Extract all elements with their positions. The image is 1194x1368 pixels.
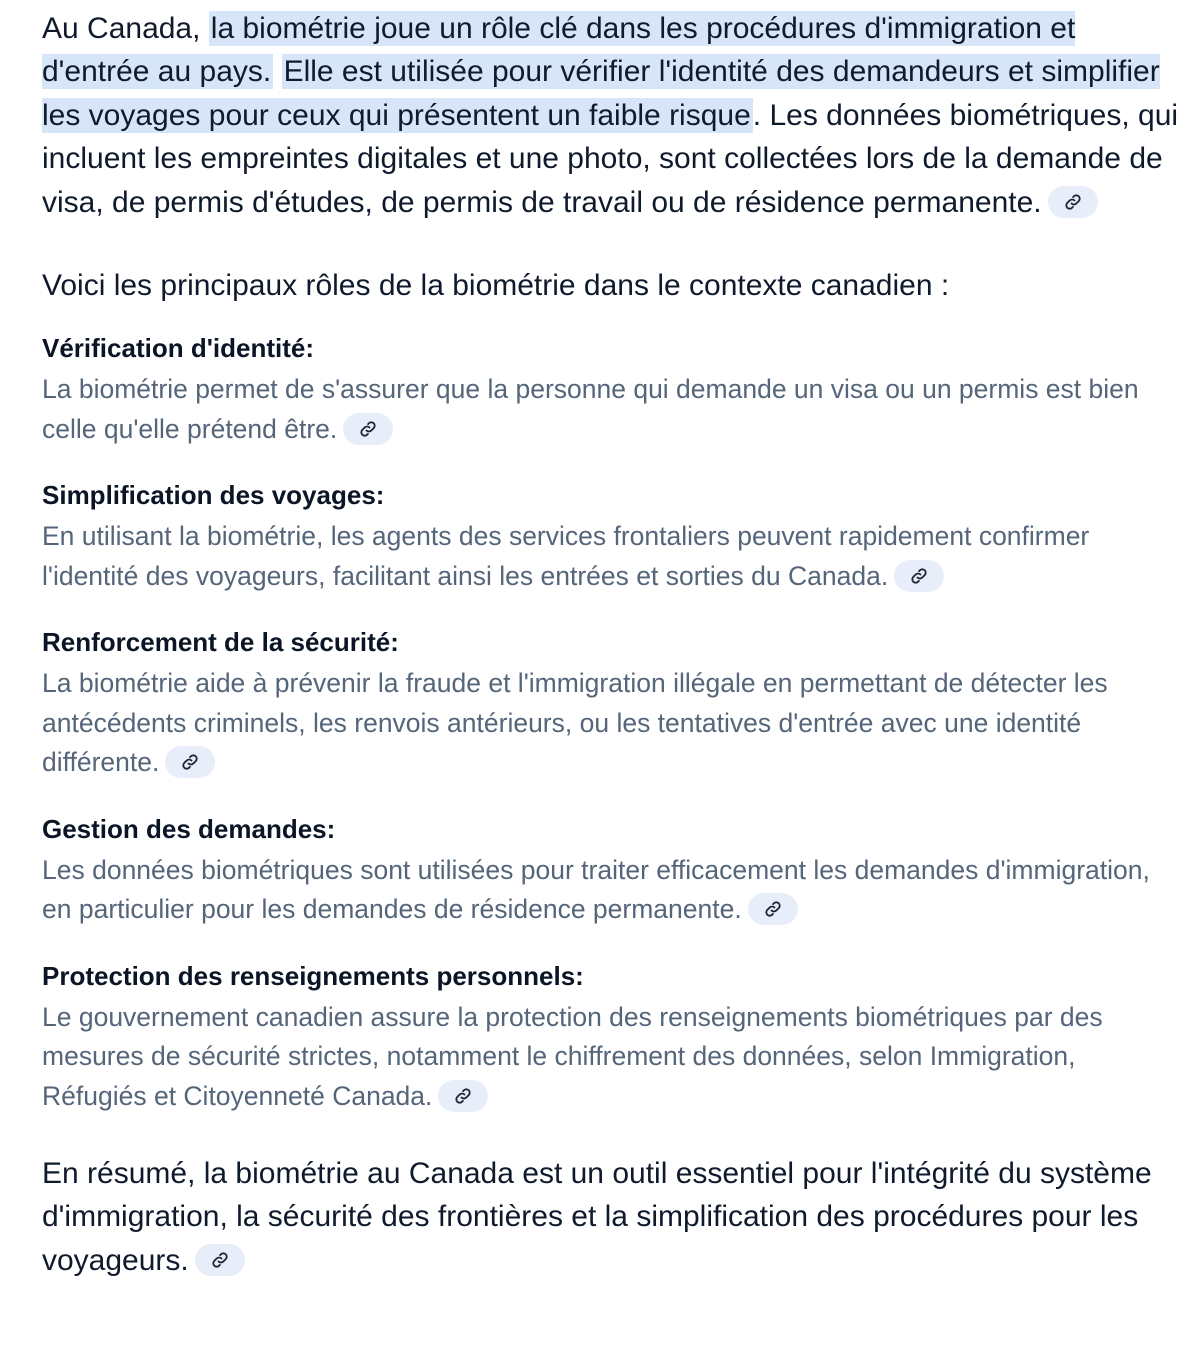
citation-link-button[interactable] xyxy=(748,893,798,925)
link-icon xyxy=(181,753,199,771)
section-body: En utilisant la biométrie, les agents des services frontaliers peuvent rapidement confirmer l'identité des voyageurs, facilitant ainsi les entrées et sorties du Canada. xyxy=(42,521,1090,591)
link-icon xyxy=(211,1251,229,1269)
citation-link-button[interactable] xyxy=(1048,186,1098,218)
link-icon xyxy=(359,420,377,438)
highlighted-text: la biométrie joue un rôle clé dans les procédures d'immigration et d'entrée au pays. xyxy=(42,12,1076,89)
section-privacy-protection xyxy=(42,960,1184,1117)
intro-rest: . Les données biométriques, qui incluent les empreintes digitales et une photo, sont collectées lors de la demande de visa, de permis d'études, de permis de travail ou de résidence permanente. xyxy=(42,98,1179,219)
lead-paragraph: Voici les principaux rôles de la biométrie dans le contexte canadien : xyxy=(42,269,950,303)
section-heading: Gestion des demandes: xyxy=(42,813,336,844)
link-icon xyxy=(764,900,782,918)
section-travel-simplification xyxy=(42,479,1184,596)
summary-paragraph: En résumé, la biométrie au Canada est un outil essentiel pour l'intégrité du système d'immigration, la sécurité des frontières et la simplification des procédures pour les voyageurs. xyxy=(42,1157,1152,1277)
citation-link-button[interactable] xyxy=(894,560,944,592)
section-body: Les données biométriques sont utilisées pour traiter efficacement les demandes d'immigration, en particulier pour les demandes de résidence permanente. xyxy=(42,854,1150,925)
section-body: La biométrie permet de s'assurer que la personne qui demande un visa ou un permis est bien celle qu'elle prétend être. xyxy=(42,374,1139,444)
link-icon xyxy=(1064,193,1082,211)
citation-link-button[interactable] xyxy=(438,1080,488,1112)
section-heading: Vérification d'identité: xyxy=(42,333,314,364)
citation-link-button[interactable] xyxy=(343,413,393,445)
section-identity-verification xyxy=(42,332,1184,449)
link-icon xyxy=(910,567,928,585)
section-application-management xyxy=(42,813,1184,930)
section-heading: Simplification des voyages: xyxy=(42,480,385,511)
link-icon xyxy=(454,1087,472,1105)
citation-link-button[interactable] xyxy=(195,1244,245,1276)
intro-prefix: Au Canada, xyxy=(42,12,209,45)
intro-paragraph xyxy=(42,7,1184,224)
section-heading: Protection des renseignements personnels: xyxy=(42,960,584,991)
section-heading: Renforcement de la sécurité: xyxy=(42,627,399,658)
section-security xyxy=(42,626,1184,783)
section-body: Le gouvernement canadien assure la protection des renseignements biométriques par des mesures de sécurité strictes, notamment le chiffrement des données, selon Immigration, Réfugiés et Citoyenneté Canada. xyxy=(42,1001,1103,1111)
citation-link-button[interactable] xyxy=(165,746,215,778)
highlighted-text: Elle est utilisée pour vérifier l'identité des demandeurs et simplifier les voyages pour ceux qui présentent un faible risque xyxy=(42,55,1160,132)
section-body: La biométrie aide à prévenir la fraude et l'immigration illégale en permettant de détecter les antécédents criminels, les renvois antérieurs, ou les tentatives d'entrée avec une identité différente. xyxy=(42,668,1108,778)
answer-content xyxy=(42,0,1184,1282)
